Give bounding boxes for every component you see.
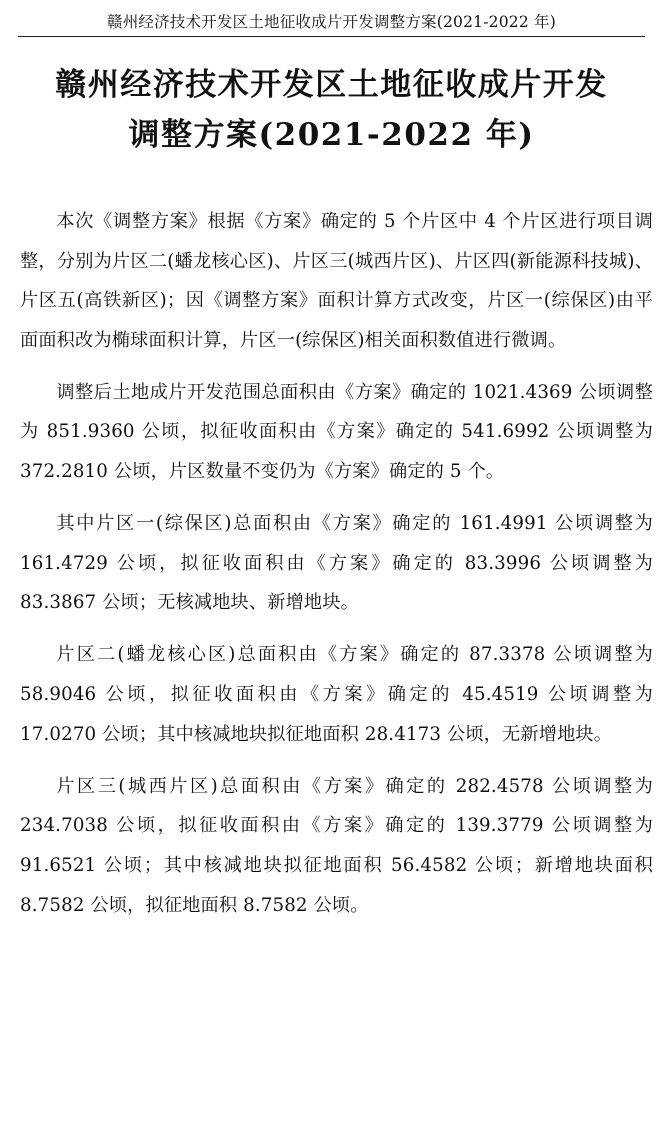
paragraph: 片区二(蟠龙核心区)总面积由《方案》确定的 87.3378 公顷调整为 58.9046 公顷，拟征收面积由《方案》确定的 45.4519 公顷调整为 17.0270 公顷；其中核减地块拟征地面积 28.4173 公顷，无新增地块。: [20, 644, 653, 745]
paragraph: 片区三(城西片区)总面积由《方案》确定的 282.4578 公顷调整为 234.7038 公顷，拟征收面积由《方案》确定的 139.3779 公顷调整为 91.6521 公顷；其中核减地块拟征地面积 56.4582 公顷；新增地块面积 8.7582 公顷，拟征地面积 8.7582 公顷。: [20, 775, 653, 916]
running-header: 赣州经济技术开发区土地征收成片开发调整方案(2021-2022 年): [18, 8, 645, 37]
paragraph: 调整后土地成片开发范围总面积由《方案》确定的 1021.4369 公顷调整为 851.9360 公顷，拟征收面积由《方案》确定的 541.6992 公顷调整为 372.2810 公顷，片区数量不变仍为《方案》确定的 5 个。: [20, 381, 653, 483]
title-line-1: 赣州经济技术开发区土地征收成片开发: [55, 67, 608, 103]
document-body: [20, 202, 653, 938]
document-title: [0, 60, 663, 160]
title-line-2: 调整方案(2021-2022 年): [128, 117, 535, 153]
paragraph: 其中片区一(综保区)总面积由《方案》确定的 161.4991 公顷调整为 161.4729 公顷，拟征收面积由《方案》确定的 83.3996 公顷调整为 83.3867 公顷；无核减地块、新增地块。: [20, 513, 653, 614]
paragraph: 本次《调整方案》根据《方案》确定的 5 个片区中 4 个片区进行项目调整，分别为片区二(蟠龙核心区)、片区三(城西片区)、片区四(新能源科技城)、片区五(高铁新区)；因《调整方案》面积计算方式改变，片区一(综保区)由平面面积改为椭球面积计算，片区一(综保区)相关面积数值进行微调。: [20, 211, 653, 351]
